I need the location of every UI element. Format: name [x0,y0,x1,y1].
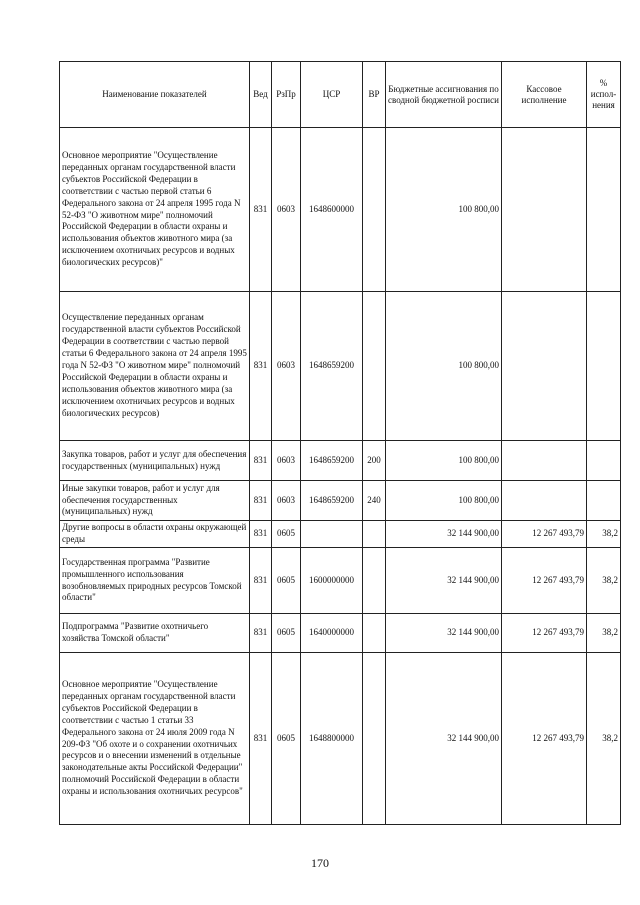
row-pct: 38,2 [587,548,621,614]
row-pct: 38,2 [587,521,621,548]
row-budget: 32 144 900,00 [386,614,502,653]
row-ved: 831 [250,481,272,521]
row-name: Иные закупки товаров, работ и услуг для обеспечения государственных (муниципальных) нужд [60,481,250,521]
row-cash [502,441,587,481]
row-pct: 38,2 [587,653,621,825]
row-ved: 831 [250,521,272,548]
row-cash: 12 267 493,79 [502,548,587,614]
header-vr: ВР [363,62,386,128]
row-pct [587,481,621,521]
row-name: Другие вопросы в области охраны окружающей среды [60,521,250,548]
row-budget: 32 144 900,00 [386,653,502,825]
row-rzpr: 0605 [272,521,301,548]
row-csr: 1648659200 [301,441,363,481]
row-cash [502,292,587,441]
row-rzpr: 0603 [272,292,301,441]
row-pct [587,128,621,292]
table-row [60,441,621,481]
row-vr: 200 [363,441,386,481]
row-csr: 1600000000 [301,548,363,614]
row-rzpr: 0605 [272,653,301,825]
row-vr [363,614,386,653]
row-csr: 1648800000 [301,653,363,825]
table-row [60,614,621,653]
header-csr: ЦСР [301,62,363,128]
row-vr: 240 [363,481,386,521]
row-rzpr: 0603 [272,481,301,521]
row-ved: 831 [250,292,272,441]
row-rzpr: 0603 [272,128,301,292]
row-vr [363,653,386,825]
table-row [60,653,621,825]
header-budget: Бюджетные ассигнования по сводной бюджетной росписи [386,62,502,128]
row-csr: 1648659200 [301,292,363,441]
row-cash [502,481,587,521]
row-pct [587,292,621,441]
row-vr [363,128,386,292]
row-csr [301,521,363,548]
row-csr: 1648659200 [301,481,363,521]
row-ved: 831 [250,128,272,292]
header-ved: Вед [250,62,272,128]
row-budget: 32 144 900,00 [386,548,502,614]
row-name: Основное мероприятие "Осуществление переданных органам государственной власти субъектов Российской Федерации в соответствии с частью первой статьи 6 Федерального закона от 24 апреля 1995 года N 52-ФЗ "О животном мире" полномочий Российской Федерации в области охраны и использования объектов животного мира (за исключением охотничьих ресурсов и водных биологических ресурсов)" [60,128,250,292]
row-name: Подпрограмма "Развитие охотничьего хозяйства Томской области" [60,614,250,653]
table-row [60,521,621,548]
row-budget: 32 144 900,00 [386,521,502,548]
row-name: Осуществление переданных органам государственной власти субъектов Российской Федерации в соответствии с частью первой статьи 6 Федерального закона от 24 апреля 1995 года N 52-ФЗ "О животном мире" полномочий Российской Федерации в области охраны и использования объектов животного мира (за исключением охотничьих ресурсов и водных биологических ресурсов) [60,292,250,441]
row-budget: 100 800,00 [386,441,502,481]
row-cash: 12 267 493,79 [502,614,587,653]
row-csr: 1648600000 [301,128,363,292]
header-cash: Кассовое исполнение [502,62,587,128]
row-cash: 12 267 493,79 [502,653,587,825]
table-row [60,128,621,292]
row-cash [502,128,587,292]
row-vr [363,521,386,548]
row-csr: 1640000000 [301,614,363,653]
table-row [60,292,621,441]
row-name: Государственная программа "Развитие промышленного использования возобновляемых природных ресурсов Томской области" [60,548,250,614]
header-pct: % испол-нения [587,62,621,128]
row-vr [363,292,386,441]
row-pct [587,441,621,481]
row-cash: 12 267 493,79 [502,521,587,548]
row-ved: 831 [250,653,272,825]
row-rzpr: 0605 [272,548,301,614]
row-budget: 100 800,00 [386,128,502,292]
header-name: Наименование показателей [60,62,250,128]
row-name: Закупка товаров, работ и услуг для обеспечения государственных (муниципальных) нужд [60,441,250,481]
row-ved: 831 [250,548,272,614]
row-name: Основное мероприятие "Осуществление переданных органам государственной власти субъектов Российской Федерации в соответствии с частью 1 статьи 33 Федерального закона от 24 июля 2009 года N 209-ФЗ "Об охоте и о сохранении охотничьих ресурсов и о внесении изменений в отдельные законодательные акты Российской Федерации" полномочий Российской Федерации в области охраны и использования охотничьих ресурсов" [60,653,250,825]
row-rzpr: 0605 [272,614,301,653]
budget-table [59,61,621,825]
page-number: 170 [311,856,329,870]
row-vr [363,548,386,614]
table-row [60,481,621,521]
table-header-row [60,62,621,128]
table-row [60,548,621,614]
row-ved: 831 [250,614,272,653]
header-rzpr: РзПр [272,62,301,128]
row-rzpr: 0603 [272,441,301,481]
row-budget: 100 800,00 [386,481,502,521]
row-pct: 38,2 [587,614,621,653]
row-budget: 100 800,00 [386,292,502,441]
row-ved: 831 [250,441,272,481]
